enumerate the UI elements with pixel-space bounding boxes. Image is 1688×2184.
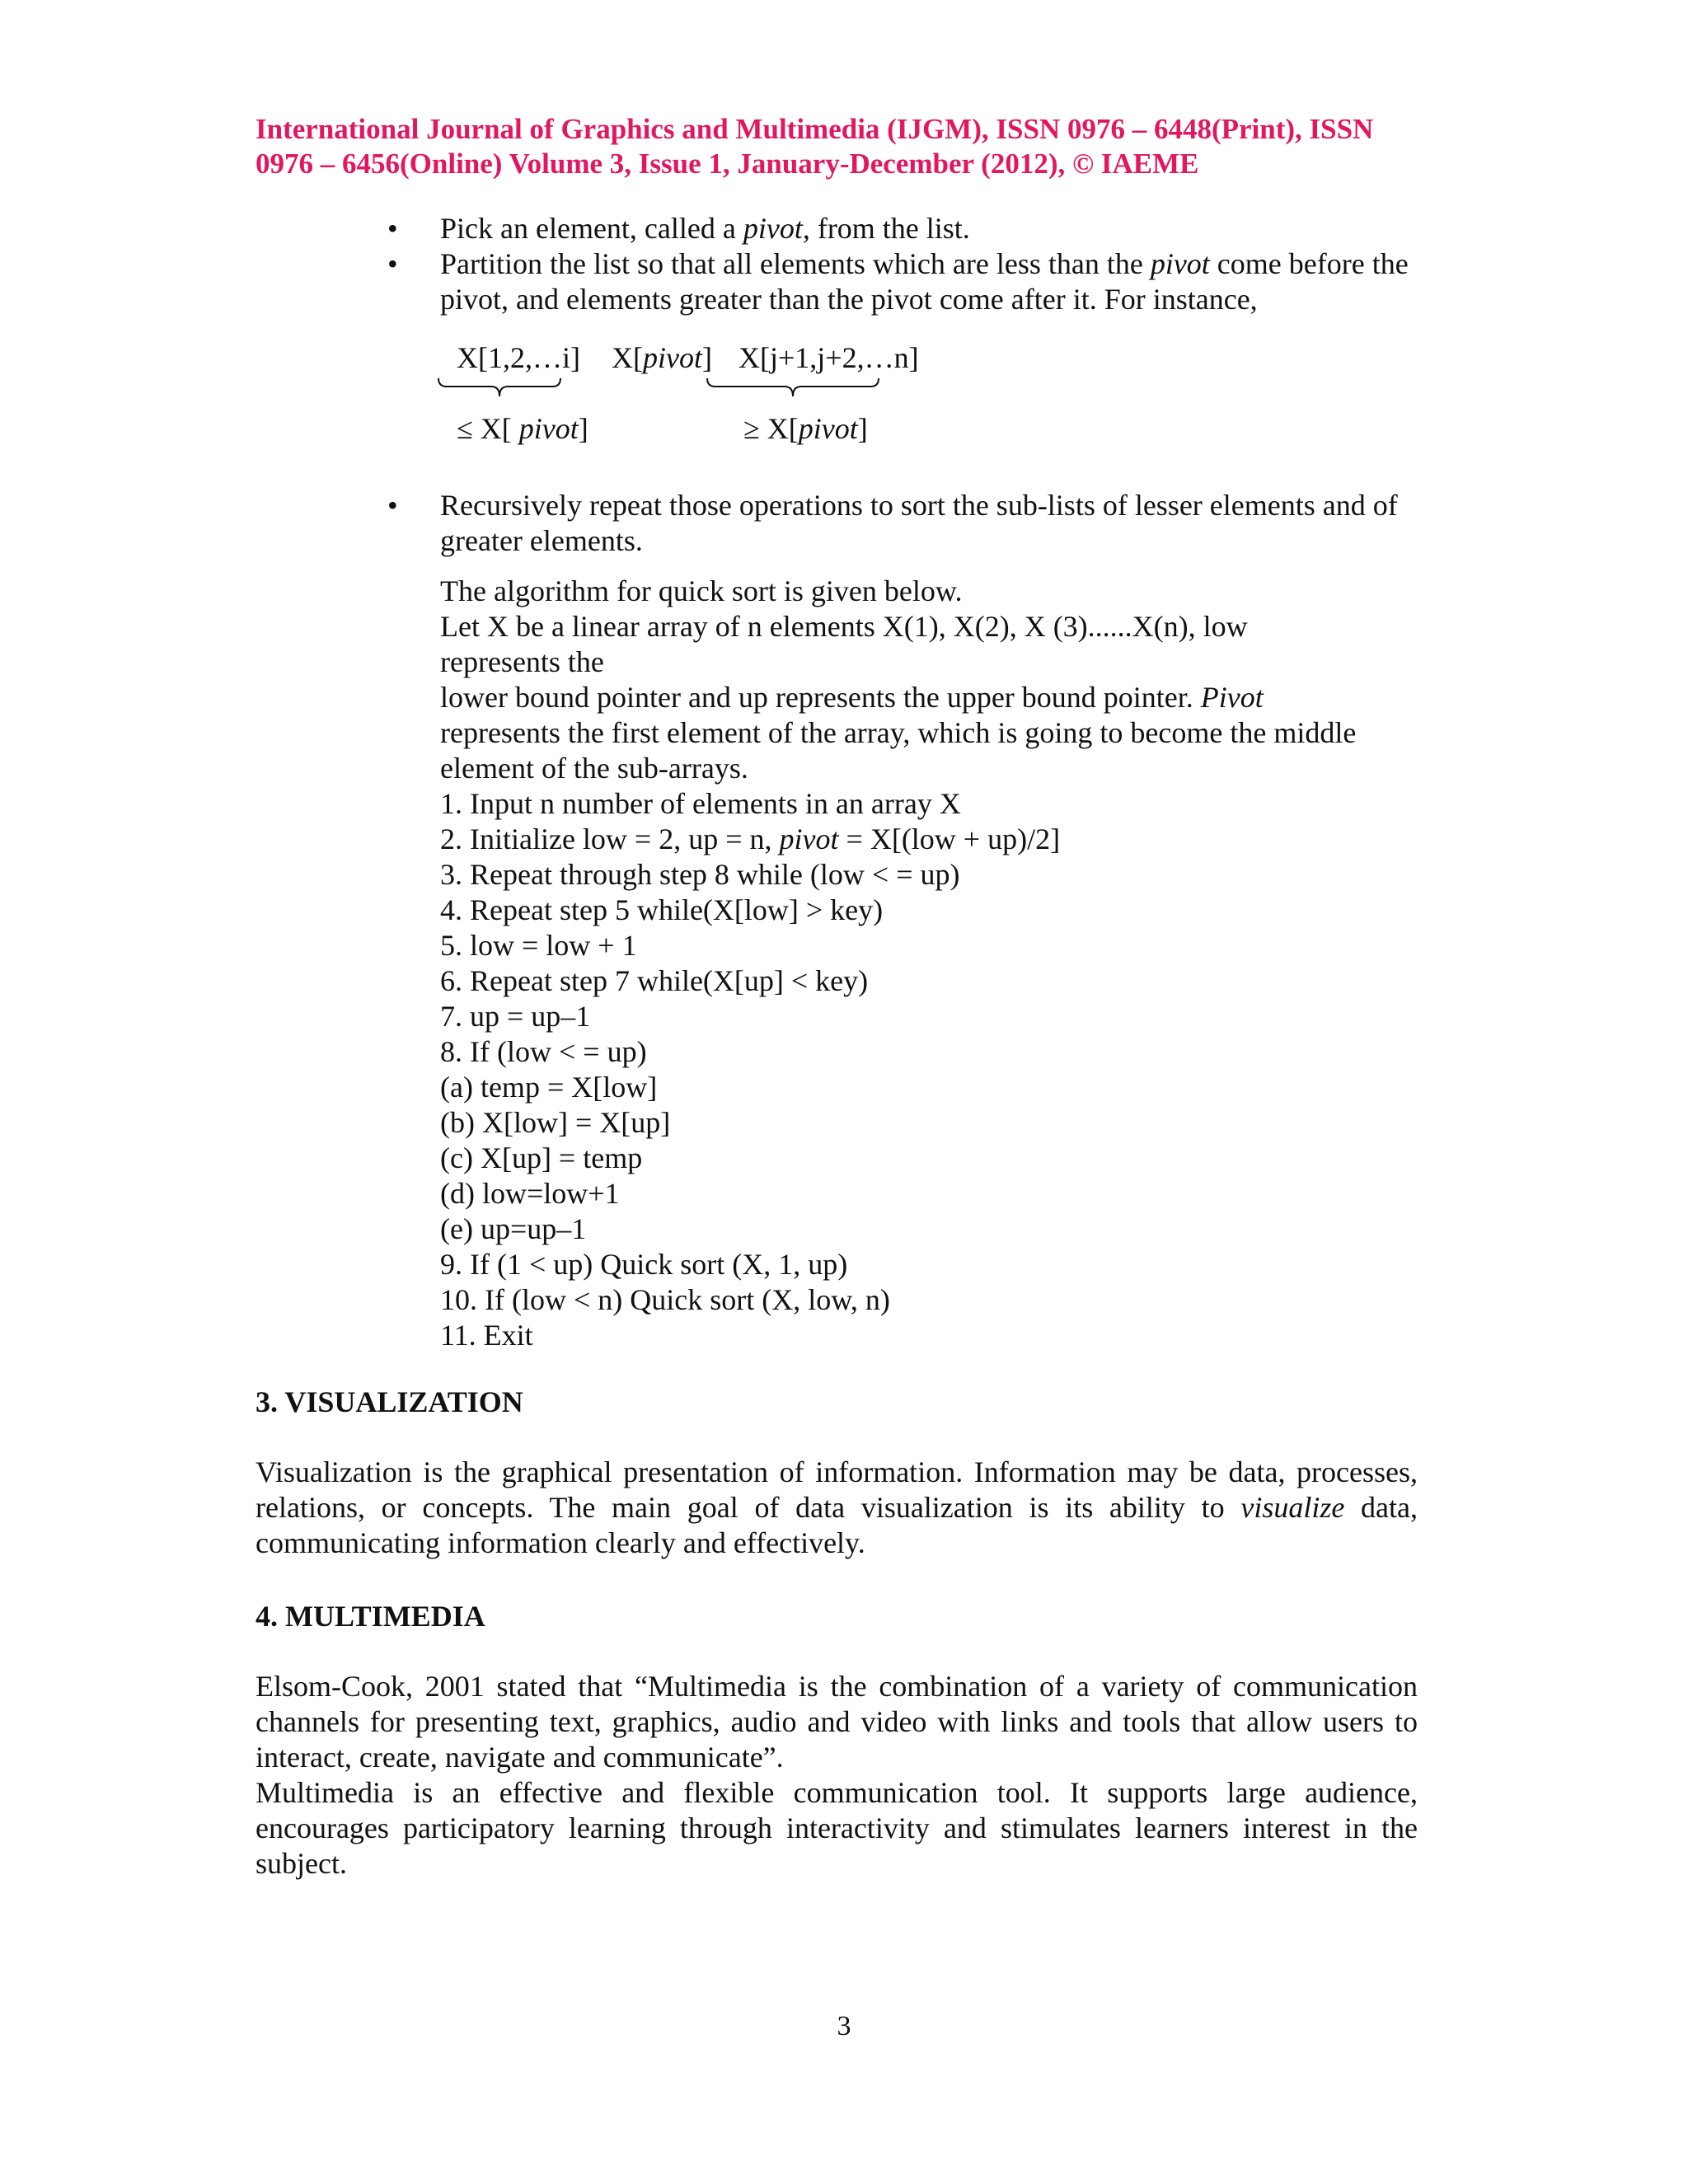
section-visualization <box>256 1385 1418 1561</box>
section-heading: 4. MULTIMEDIA <box>256 1600 485 1633</box>
algorithm-block <box>440 574 1421 1353</box>
algorithm-step: 7. up = up–1 <box>440 1000 591 1033</box>
bullet-dot: • <box>387 489 398 522</box>
bullet-recursion: • Recursively repeat those operations to sort the sub-lists of lesser elements and of greater elements. <box>387 489 1398 557</box>
algorithm-step: 9. If (1 < up) Quick sort (X, 1, up) <box>440 1248 848 1281</box>
algorithm-let-line-2: represents the <box>440 645 604 678</box>
algorithm-pivot-line: represents the first element of the array, which is going to become the middle <box>440 716 1357 749</box>
left-bound-label: ≤ X[ pivot] <box>457 412 588 445</box>
algorithm-pointer-line: lower bound pointer and up represents the upper bound pointer. Pivot <box>440 681 1264 714</box>
page-number: 3 <box>837 2011 851 2041</box>
algorithm-intro: The algorithm for quick sort is given below. <box>440 574 963 607</box>
algorithm-step: 1. Input n number of elements in an array X <box>440 787 961 820</box>
bullet-list <box>387 211 1418 559</box>
section-multimedia <box>256 1599 1418 1882</box>
section-heading: 3. VISUALIZATION <box>256 1385 523 1418</box>
algorithm-step: 2. Initialize low = 2, up = n, pivot = X[(low + up)/2] <box>440 823 1061 855</box>
journal-header <box>256 112 1409 181</box>
bullet-dot: • <box>387 212 398 245</box>
algorithm-step: (c) X[up] = temp <box>440 1141 643 1174</box>
header-line-1: International Journal of Graphics and Multimedia (IJGM), ISSN 0976 – 6448(Print), ISSN <box>256 113 1374 145</box>
algorithm-step: (b) X[low] = X[up] <box>440 1106 671 1139</box>
algorithm-step: 4. Repeat step 5 while(X[low] > key) <box>440 893 884 926</box>
algorithm-step: 6. Repeat step 7 while(X[up] < key) <box>440 964 869 997</box>
algorithm-step: (d) low=low+1 <box>440 1177 620 1210</box>
algorithm-step: 5. low = low + 1 <box>440 929 637 962</box>
algorithm-pivot-line-2: element of the sub-arrays. <box>440 752 748 785</box>
left-underbrace-icon <box>437 377 562 410</box>
algorithm-step: 8. If (low < = up) <box>440 1035 647 1068</box>
right-bound-label: ≥ X[pivot] <box>743 412 868 445</box>
header-line-2: 0976 – 6456(Online) Volume 3, Issue 1, January-December (2012), © IAEME <box>256 148 1199 180</box>
algorithm-let-line: Let X be a linear array of n elements X(1), X(2), X (3)......X(n), low <box>440 610 1248 643</box>
section-paragraph: Multimedia is an effective and flexible communication tool. It supports large audience, encourages participatory learning through interactivity and stimulates learners interest in the subject. <box>256 1776 1418 1880</box>
bullet-partition: • Partition the list so that all elements which are less than the pivot come before the pivot, and elements greater than the pivot come after it. For instance, X[1,2,…i] X[pivot] X[j+1,j+2,…n] ≤ X[ pivot] ≥ X[pivot] <box>387 246 1418 460</box>
right-subarray-term: X[j+1,j+2,…n] <box>738 341 919 374</box>
pivot-term: X[pivot] <box>612 341 712 374</box>
pivot-partition-diagram <box>440 332 1418 460</box>
section-paragraph: Visualization is the graphical presentation of information. Information may be data, processes, relations, or concepts. The main goal of data visualization is its ability to visualize data, communicating information clearly and effectively. <box>256 1455 1418 1559</box>
section-paragraph: Elsom-Cook, 2001 stated that “Multimedia is the combination of a variety of communication channels for presenting text, graphics, audio and video with links and tools that allow users to interact, create, navigate and communicate”. <box>256 1670 1418 1774</box>
right-underbrace-icon <box>706 377 880 410</box>
algorithm-step: (a) temp = X[low] <box>440 1071 658 1104</box>
left-subarray-term: X[1,2,…i] <box>457 341 580 374</box>
algorithm-step: (e) up=up–1 <box>440 1212 587 1245</box>
algorithm-step: 3. Repeat through step 8 while (low < = up) <box>440 858 960 891</box>
algorithm-step: 10. If (low < n) Quick sort (X, low, n) <box>440 1283 890 1316</box>
bullet-pick-pivot: • Pick an element, called a pivot, from the list. <box>387 212 970 245</box>
bullet-dot: • <box>387 247 398 280</box>
algorithm-step: 11. Exit <box>440 1319 533 1352</box>
